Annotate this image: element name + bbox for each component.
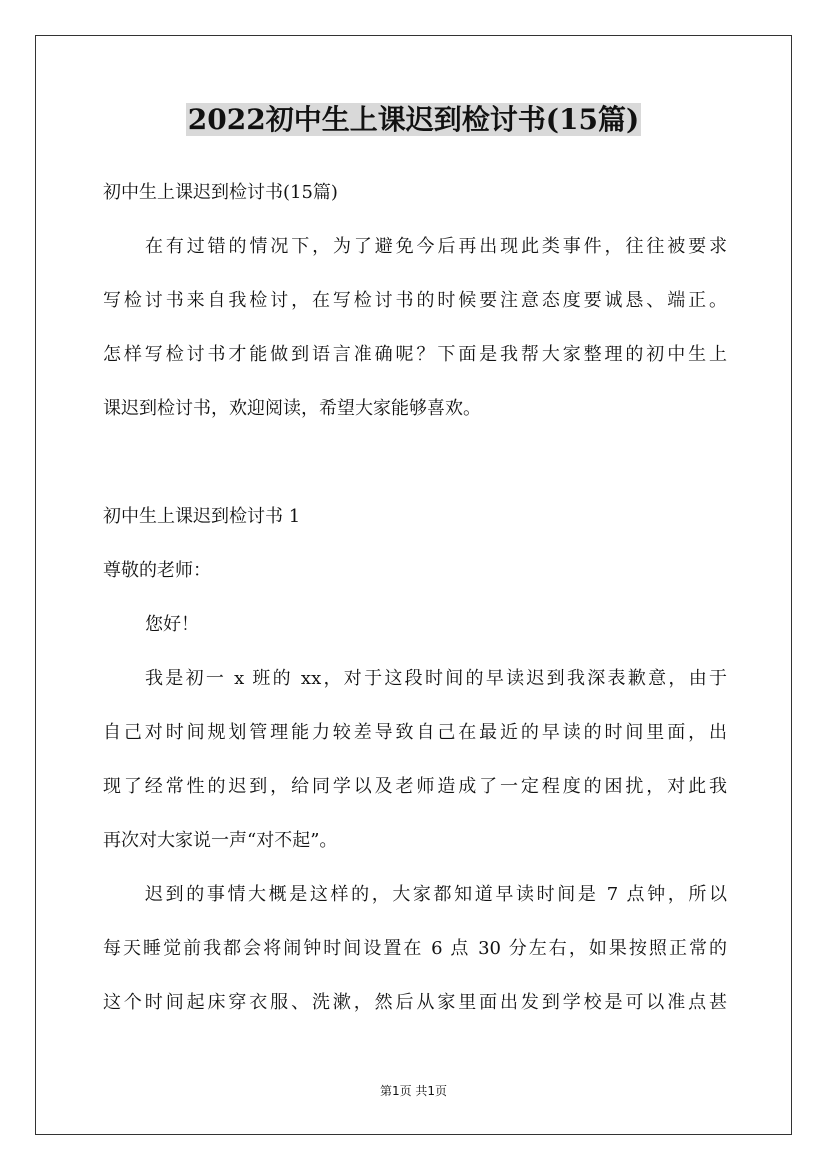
spacer xyxy=(103,211,727,229)
spacer xyxy=(103,967,727,985)
page-footer: 第1页 共1页 xyxy=(379,1084,448,1098)
spacer xyxy=(103,535,727,553)
spacer xyxy=(103,427,727,463)
intro-line: 课迟到检讨书，欢迎阅读，希望大家能够喜欢。 xyxy=(103,398,481,419)
document-title xyxy=(0,100,827,140)
intro-line: 写检讨书来自我检讨，在写检讨书的时候要注意态度要诚恳、端正。 xyxy=(103,290,727,311)
spacer xyxy=(103,697,727,715)
paragraph-line: 我是初一 x 班的 xx，对于这段时间的早读迟到我深表歉意，由于 xyxy=(145,668,727,689)
spacer xyxy=(103,589,727,607)
spacer xyxy=(103,643,727,661)
document-body xyxy=(103,175,727,1021)
intro-line: 在有过错的情况下，为了避免今后再出现此类事件，往往被要求 xyxy=(145,236,727,257)
salutation: 尊敬的老师： xyxy=(103,560,211,581)
spacer xyxy=(103,319,727,337)
spacer xyxy=(103,913,727,931)
spacer xyxy=(103,265,727,283)
document-title-text: 2022初中生上课迟到检讨书(15篇) xyxy=(187,103,640,136)
paragraph-line: 这个时间起床穿衣服、洗漱，然后从家里面出发到学校是可以准点甚 xyxy=(103,992,727,1013)
spacer xyxy=(103,481,727,499)
paragraph-line: 自己对时间规划管理能力较差导致自己在最近的早读的时间里面，出 xyxy=(103,722,727,743)
paragraph-line: 现了经常性的迟到，给同学以及老师造成了一定程度的困扰，对此我 xyxy=(103,776,727,797)
document-subtitle: 初中生上课迟到检讨书(15篇) xyxy=(103,182,338,203)
section-heading: 初中生上课迟到检讨书 1 xyxy=(103,506,301,527)
spacer xyxy=(103,859,727,877)
spacer xyxy=(103,805,727,823)
paragraph-line: 再次对大家说一声“对不起”。 xyxy=(103,830,338,851)
spacer xyxy=(103,751,727,769)
intro-line: 怎样写检讨书才能做到语言准确呢？下面是我帮大家整理的初中生上 xyxy=(103,344,727,365)
spacer xyxy=(103,373,727,391)
paragraph-line: 每天睡觉前我都会将闹钟时间设置在 6 点 30 分左右，如果按照正常的 xyxy=(103,938,727,959)
paragraph-line: 迟到的事情大概是这样的，大家都知道早读时间是 7 点钟，所以 xyxy=(145,884,727,905)
greeting: 您好！ xyxy=(145,614,199,635)
spacer xyxy=(103,463,727,481)
